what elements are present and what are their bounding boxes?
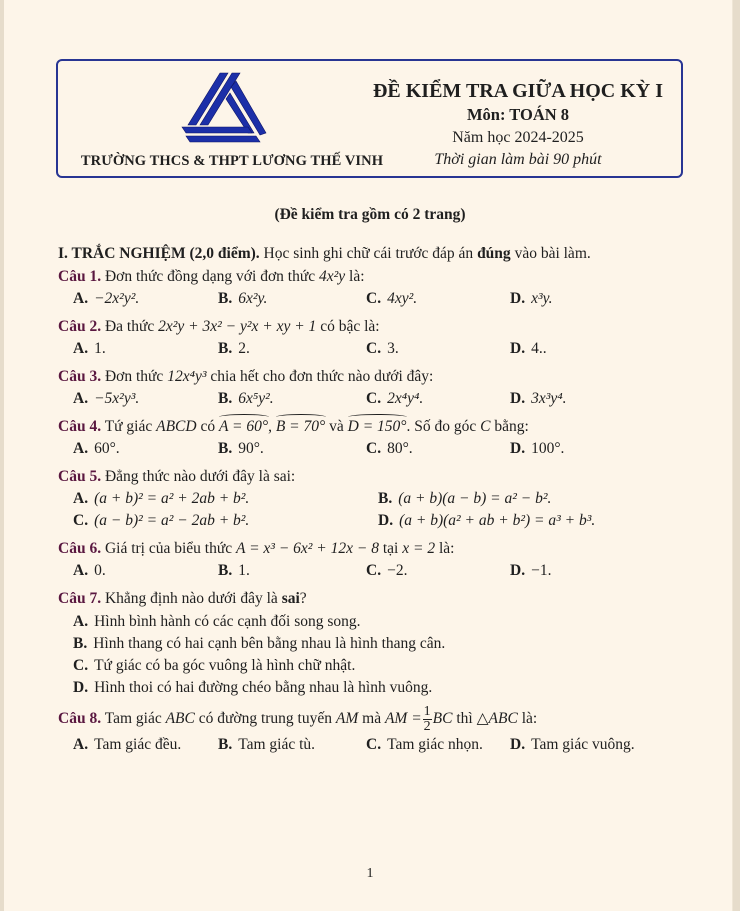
option-letter: D. xyxy=(510,390,526,407)
option-text: Hình bình hành có các cạnh đối song song. xyxy=(94,613,361,630)
option-text: 6x²y. xyxy=(238,290,268,307)
option-letter: D. xyxy=(510,440,526,457)
option-text: 4.. xyxy=(531,340,547,357)
question-text-after: là: xyxy=(438,540,455,557)
page-edge-right xyxy=(732,0,740,911)
question-text: Tam giác xyxy=(104,710,162,728)
fraction-one-half xyxy=(423,705,432,734)
question-text-ma: mà xyxy=(362,710,382,728)
triangle-symbol-name: △ABC xyxy=(476,710,518,728)
question-label: Câu 4. xyxy=(58,418,102,435)
option-a[interactable] xyxy=(73,340,106,358)
question-label: Câu 3. xyxy=(58,368,102,385)
option-b[interactable] xyxy=(218,390,274,408)
quadrilateral-name: ABCD xyxy=(156,418,197,435)
question-1 xyxy=(58,268,365,286)
option-text: −2x²y². xyxy=(94,290,140,307)
option-text: (a + b)(a − b) = a² − b². xyxy=(398,490,552,507)
question-5 xyxy=(58,468,295,486)
question-text-co: có xyxy=(200,418,216,435)
option-text: (a + b)(a² + ab + b²) = a³ + b³. xyxy=(399,512,596,529)
option-letter: B. xyxy=(73,635,88,652)
option-letter: D. xyxy=(378,512,394,529)
question-text-2: có đường trung tuyến xyxy=(198,710,332,728)
option-text: 2x⁴y⁴. xyxy=(387,390,424,407)
school-name: TRƯỜNG THCS & THPT LƯƠNG THẾ VINH xyxy=(80,153,384,169)
angle-b: B = 70° xyxy=(275,418,326,435)
option-letter: A. xyxy=(73,736,89,753)
question-1-options xyxy=(73,290,693,310)
option-letter: C. xyxy=(366,340,382,357)
option-text: 1. xyxy=(238,562,250,579)
equation-rhs: BC xyxy=(432,710,453,728)
question-bold-word: sai xyxy=(281,590,300,607)
option-text: 1. xyxy=(94,340,106,357)
option-letter: C. xyxy=(73,657,89,674)
question-label: Câu 6. xyxy=(58,540,102,557)
exam-header xyxy=(56,59,683,178)
question-4-options xyxy=(73,440,693,460)
option-b[interactable] xyxy=(218,440,264,458)
option-d[interactable] xyxy=(378,512,595,530)
angle-d: D = 150° xyxy=(347,418,407,435)
option-letter: C. xyxy=(366,390,382,407)
angle-a: A = 60° xyxy=(218,418,269,435)
question-label: Câu 2. xyxy=(58,318,102,335)
option-text: Hình thang có hai cạnh bên bằng nhau là hình thang cân. xyxy=(93,635,446,652)
option-letter: B. xyxy=(218,390,233,407)
question-label: Câu 8. xyxy=(58,710,102,728)
question-text: Khẳng định nào dưới đây là xyxy=(104,590,278,607)
question-text: Đơn thức xyxy=(104,368,164,385)
option-text: x³y. xyxy=(531,290,553,307)
option-letter: B. xyxy=(218,290,233,307)
angle-c: C xyxy=(480,418,491,435)
option-b[interactable] xyxy=(73,635,445,653)
option-text: 6x⁵y². xyxy=(238,390,274,407)
option-a[interactable] xyxy=(73,613,361,631)
question-text: Đa thức xyxy=(104,318,155,335)
option-letter: C. xyxy=(366,440,382,457)
section-instruction-1: Học sinh ghi chữ cái trước đáp án xyxy=(259,245,478,262)
triangle-name: ABC xyxy=(165,710,195,728)
option-b[interactable] xyxy=(218,736,315,754)
option-d[interactable] xyxy=(73,679,432,697)
option-text: 60°. xyxy=(94,440,120,457)
option-letter: D. xyxy=(510,290,526,307)
pages-note: (Đề kiểm tra gồm có 2 trang) xyxy=(274,206,466,223)
option-letter: C. xyxy=(73,512,89,529)
option-text: 90°. xyxy=(238,440,264,457)
page-number: 1 xyxy=(366,866,374,881)
option-text: Hình thoi có hai đường chéo bằng nhau là hình vuông. xyxy=(94,679,433,696)
option-c[interactable] xyxy=(366,390,423,408)
option-d[interactable] xyxy=(510,736,635,754)
option-letter: D. xyxy=(510,736,526,753)
option-letter: A. xyxy=(73,490,89,507)
option-text: 4xy². xyxy=(387,290,418,307)
option-d[interactable] xyxy=(510,290,553,308)
question-text-after: ? xyxy=(299,590,307,607)
question-6-options xyxy=(73,562,693,582)
question-expression-2: x = 2 xyxy=(402,540,436,557)
option-a[interactable] xyxy=(73,440,120,458)
option-a[interactable] xyxy=(73,290,139,308)
option-c[interactable] xyxy=(366,290,417,308)
option-letter: B. xyxy=(218,562,233,579)
option-text: (a + b)² = a² + 2ab + b². xyxy=(94,490,250,507)
question-expression: 4x²y xyxy=(318,268,346,285)
option-letter: C. xyxy=(366,562,382,579)
fraction-denominator: 2 xyxy=(423,719,431,734)
option-letter: B. xyxy=(218,440,233,457)
option-text: Tam giác tù. xyxy=(238,736,316,753)
option-text: Tam giác đều. xyxy=(94,736,182,753)
question-6 xyxy=(58,540,454,558)
option-letter: A. xyxy=(73,390,89,407)
option-b[interactable] xyxy=(218,290,267,308)
question-text-after: có bậc là: xyxy=(320,318,380,335)
title-block xyxy=(358,79,678,170)
triangle-logo-icon xyxy=(178,69,276,145)
option-letter: B. xyxy=(218,340,233,357)
option-text: 3. xyxy=(387,340,399,357)
option-letter: B. xyxy=(218,736,233,753)
equation-lhs: AM = xyxy=(384,710,422,728)
option-c[interactable] xyxy=(73,512,249,530)
page-edge-left xyxy=(0,0,4,911)
question-expression: 2x²y + 3x² − y²x + xy + 1 xyxy=(158,318,317,335)
option-d[interactable] xyxy=(510,390,567,408)
question-expression: 12x⁴y³ xyxy=(167,368,207,385)
option-letter: A. xyxy=(73,290,89,307)
question-5-options-row-2 xyxy=(73,512,693,532)
section-instruction-bold: đúng xyxy=(477,245,511,262)
question-text: Đẳng thức nào dưới đây là sai: xyxy=(104,468,296,485)
option-letter: A. xyxy=(73,613,89,630)
option-text: 80°. xyxy=(387,440,413,457)
question-text-after: là: xyxy=(521,710,538,728)
question-label: Câu 7. xyxy=(58,590,102,607)
option-c[interactable] xyxy=(366,562,407,580)
exam-title: ĐỀ KIỂM TRA GIỮA HỌC KỲ I xyxy=(372,80,664,102)
option-a[interactable] xyxy=(73,390,139,408)
option-text: 3x³y⁴. xyxy=(531,390,567,407)
question-5-options-row-1 xyxy=(73,490,693,510)
question-7 xyxy=(58,590,307,608)
option-b[interactable] xyxy=(218,562,250,580)
option-letter: A. xyxy=(73,340,89,357)
question-text-end: bằng: xyxy=(494,418,529,435)
question-text-va: và xyxy=(329,418,344,435)
median-name: AM xyxy=(335,710,359,728)
option-text: −1. xyxy=(531,562,552,579)
option-b[interactable] xyxy=(378,490,551,508)
option-a[interactable] xyxy=(73,562,106,580)
question-8 xyxy=(58,705,537,734)
option-a[interactable] xyxy=(73,736,181,754)
option-b[interactable] xyxy=(218,340,250,358)
option-text: 100°. xyxy=(531,440,565,457)
option-text: Tam giác nhọn. xyxy=(387,736,483,753)
option-letter: D. xyxy=(510,562,526,579)
section-title: I. TRẮC NGHIỆM (2,0 điểm). xyxy=(58,245,260,262)
school-year: Năm học 2024-2025 xyxy=(452,129,584,146)
option-text: −2. xyxy=(387,562,408,579)
option-letter: B. xyxy=(378,490,393,507)
question-3-options xyxy=(73,390,693,410)
option-text: Tứ giác có ba góc vuông là hình chữ nhật. xyxy=(94,657,356,674)
option-text: 0. xyxy=(94,562,106,579)
exam-subject: Môn: TOÁN 8 xyxy=(466,105,570,124)
option-text: Tam giác vuông. xyxy=(531,736,635,753)
question-text: Tứ giác xyxy=(104,418,153,435)
option-letter: D. xyxy=(510,340,526,357)
question-text-after: chia hết cho đơn thức nào dưới đây: xyxy=(210,368,434,385)
option-d[interactable] xyxy=(510,340,547,358)
question-2-options xyxy=(73,340,693,360)
question-label: Câu 1. xyxy=(58,268,102,285)
section-heading xyxy=(58,245,591,263)
question-3 xyxy=(58,368,433,386)
option-letter: D. xyxy=(73,679,89,696)
question-8-options xyxy=(73,736,693,756)
question-4: Câu 4. Tứ giác ABCD có A = 60°, B = 70° và D = 150°. Số đo góc C bằng: xyxy=(58,418,529,435)
question-text: Giá trị của biểu thức xyxy=(104,540,233,557)
question-expression: A = x³ − 6x² + 12x − 8 xyxy=(236,540,379,557)
question-text-tai: tại xyxy=(382,540,399,557)
question-text-thi: thì xyxy=(456,710,473,728)
option-text: 2. xyxy=(238,340,250,357)
option-a[interactable] xyxy=(73,490,249,508)
option-text: −5x²y³. xyxy=(94,390,140,407)
option-c[interactable] xyxy=(366,340,399,358)
option-c[interactable] xyxy=(73,657,355,675)
option-letter: A. xyxy=(73,562,89,579)
option-text: (a − b)² = a² − 2ab + b². xyxy=(94,512,250,529)
option-c[interactable] xyxy=(366,440,413,458)
section-instruction-2: vào bài làm. xyxy=(510,245,591,262)
exam-duration: Thời gian làm bài 90 phút xyxy=(434,151,602,168)
question-text-after: . Số đo góc xyxy=(406,418,477,435)
question-label: Câu 5. xyxy=(58,468,102,485)
option-letter: C. xyxy=(366,290,382,307)
option-d[interactable] xyxy=(510,562,551,580)
option-letter: A. xyxy=(73,440,89,457)
question-2 xyxy=(58,318,380,336)
question-text-after: là: xyxy=(349,268,365,285)
option-letter: C. xyxy=(366,736,382,753)
option-c[interactable] xyxy=(366,736,483,754)
question-text: Đơn thức đồng dạng với đơn thức xyxy=(104,268,316,285)
option-d[interactable] xyxy=(510,440,564,458)
fraction-numerator: 1 xyxy=(423,704,431,719)
